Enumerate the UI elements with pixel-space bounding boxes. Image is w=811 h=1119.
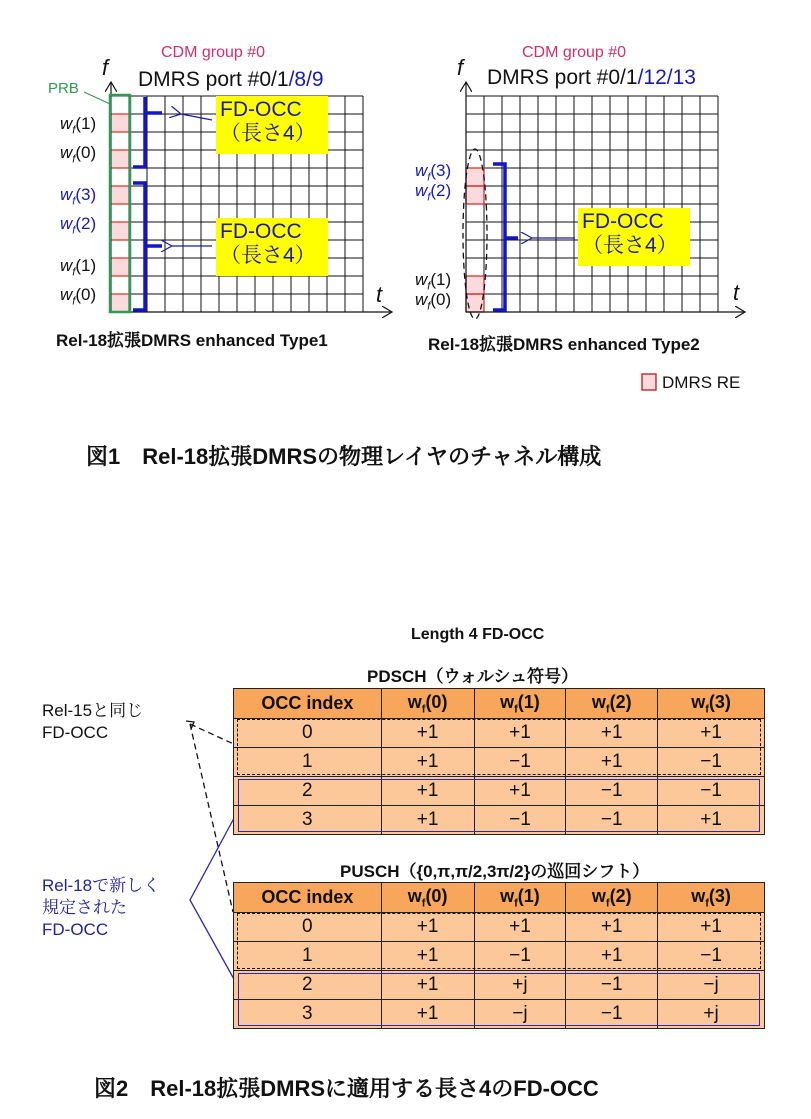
left-f-axis-label: f	[102, 55, 109, 80]
figure1-caption: 図1 Rel-18拡張DMRSの物理レイヤのチャネル構成	[86, 444, 602, 469]
prb-label: PRB	[48, 80, 79, 97]
left-fd-occ-box-2: FD-OCC （長さ4）	[216, 218, 328, 276]
pdsch-rel15-highlight	[237, 719, 761, 775]
left-cdm-group-label: CDM group #0	[161, 44, 266, 61]
figure2-leader-lines	[186, 721, 240, 990]
right-port-label: DMRS port #0/1/12/13	[487, 66, 696, 89]
legend-swatch	[642, 374, 656, 390]
pusch-rel15-highlight	[237, 913, 761, 969]
right-t-axis-label: t	[733, 280, 740, 305]
pusch-rel18-highlight	[238, 973, 760, 1026]
table-row: 2 +1 +1 −1 −1	[234, 777, 765, 806]
right-wf-label: $w_f(1)$	[415, 270, 452, 293]
pdsch-title: PDSCH（ウォルシュ符号）	[367, 667, 579, 686]
left-port-label: DMRS port #0/1/8/9	[138, 68, 324, 91]
legend-label: DMRS RE	[662, 373, 741, 392]
figure2-caption: 図2 Rel-18拡張DMRSに適用する長さ4のFD-OCC	[94, 1076, 599, 1101]
prb-leader-line	[84, 92, 110, 104]
left-wf-label: $w_f(2)$	[60, 214, 97, 237]
right-wf-label: $w_f(0)$	[415, 290, 452, 313]
right-fd-occ-box: FD-OCC （長さ4）	[578, 208, 690, 266]
pdsch-rel18-highlight	[238, 779, 760, 832]
left-wf-label: $w_f(3)$	[60, 185, 97, 208]
left-wf-label: $w_f(1)$	[60, 256, 97, 279]
figure2-title: Length 4 FD-OCC	[411, 626, 545, 643]
pusch-title: PUSCH（{0,π,π/2,3π/2}の巡回シフト）	[340, 862, 650, 881]
table-row: 1 +1 −1 +1 −1	[234, 942, 765, 971]
left-dmrs-re-cells	[111, 114, 129, 312]
right-cdm-group-label: CDM group #0	[522, 44, 627, 61]
table-row: 0 +1 +1 +1 +1	[234, 913, 765, 942]
right-f-axis-label: f	[457, 55, 464, 80]
rel18-note: Rel-18で新しく 規定された FD-OCC	[42, 876, 161, 939]
left-arrow-1	[181, 114, 212, 120]
right-subcaption: Rel-18拡張DMRS enhanced Type2	[428, 335, 700, 354]
left-wf-label: $w_f(1)$	[60, 114, 97, 137]
table-row: 3 +1 −1 −1 +1	[234, 806, 765, 835]
table-row: 2 +1 +j −1 −j	[234, 971, 765, 1000]
left-t-axis-label: t	[376, 282, 383, 307]
right-grid	[463, 82, 745, 319]
rel15-note: Rel-15と同じ FD-OCC	[42, 701, 144, 742]
table-header-row: OCC index $w_f(0)$ $w_f(1)$ $w_f(2)$ $w_f(3)$	[234, 883, 765, 913]
right-wf-label: $w_f(3)$	[415, 161, 452, 184]
left-subcaption: Rel-18拡張DMRS enhanced Type1	[56, 331, 328, 350]
right-wf-label: $w_f(2)$	[415, 181, 452, 204]
table-row: 3 +1 −j −1 +j	[234, 1000, 765, 1029]
left-wf-label: $w_f(0)$	[60, 143, 97, 166]
table-header-row: OCC index $w_f(0)$ $w_f(1)$ $w_f(2)$ $w_f(3)$	[234, 689, 765, 719]
left-fd-occ-box-1: FD-OCC （長さ4）	[216, 96, 328, 154]
left-wf-label: $w_f(0)$	[60, 285, 97, 308]
table-row: 1 +1 −1 +1 −1	[234, 748, 765, 777]
table-row: 0 +1 +1 +1 +1	[234, 719, 765, 748]
